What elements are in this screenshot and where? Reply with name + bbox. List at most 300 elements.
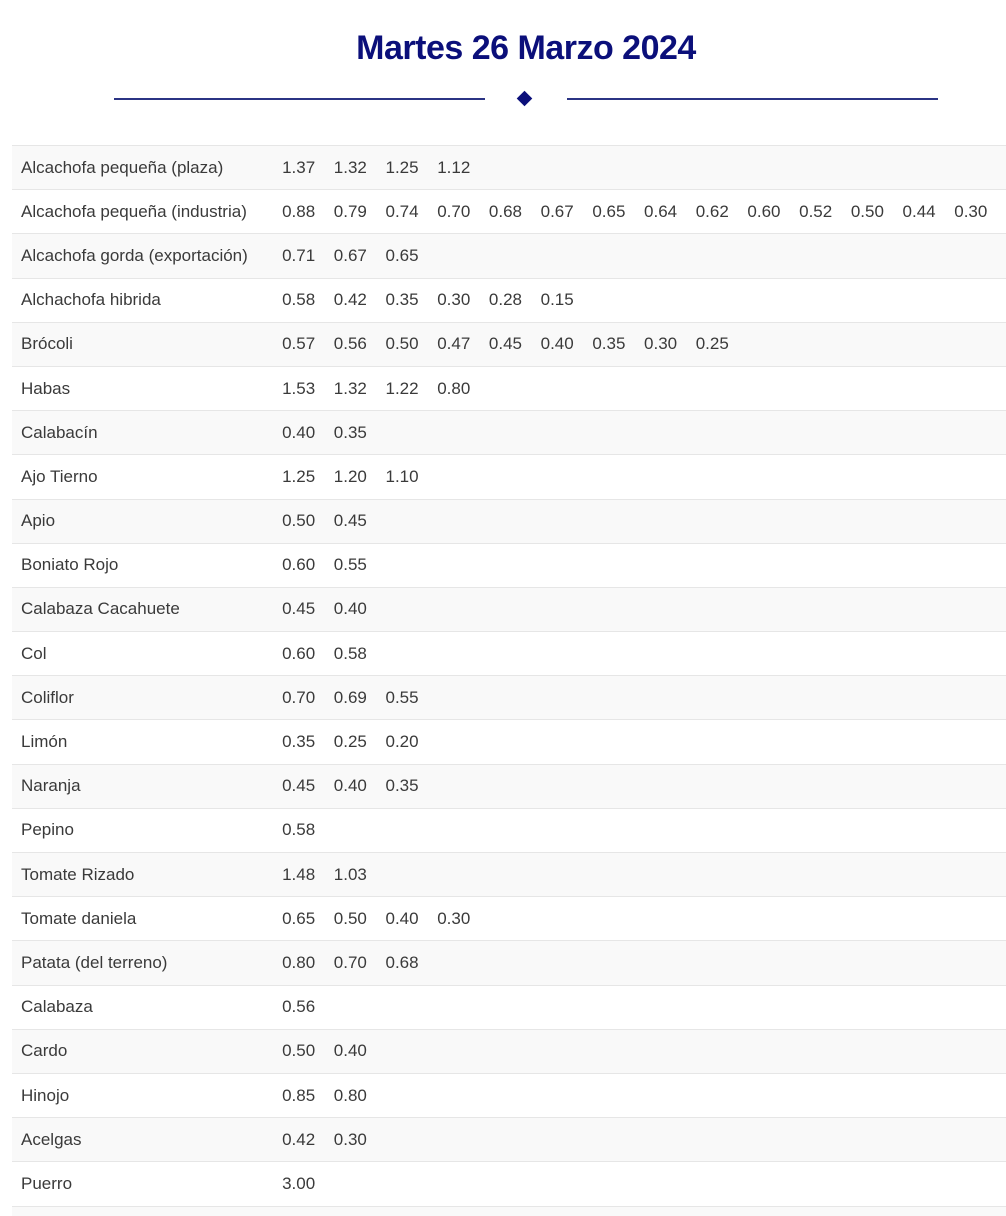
- divider-line-left: [114, 98, 485, 100]
- price-cell: 0.70: [282, 676, 334, 720]
- table-row: [12, 411, 1006, 455]
- price-cell: [903, 1206, 955, 1216]
- price-cell: [592, 543, 644, 587]
- price-cell: 0.40: [334, 764, 386, 808]
- price-cell: [747, 499, 799, 543]
- price-cell: 0.58: [282, 278, 334, 322]
- price-cell: 0.55: [386, 676, 438, 720]
- price-cell: [903, 366, 955, 410]
- price-cell: [954, 543, 1006, 587]
- price-cell: [489, 146, 541, 190]
- price-cell: [747, 1029, 799, 1073]
- price-cell: [696, 455, 748, 499]
- price-cell: [903, 941, 955, 985]
- price-cell: [799, 676, 851, 720]
- price-cell: 0.88: [282, 190, 334, 234]
- price-cell: [747, 985, 799, 1029]
- price-cell: [696, 941, 748, 985]
- price-cell: [541, 146, 593, 190]
- price-cell: [386, 1073, 438, 1117]
- price-cell: [903, 1073, 955, 1117]
- price-cell: 0.40: [334, 587, 386, 631]
- price-cell: [851, 455, 903, 499]
- price-cell: 0.70: [334, 941, 386, 985]
- price-cell: [903, 411, 955, 455]
- price-cell: [644, 720, 696, 764]
- price-cell: [592, 1029, 644, 1073]
- price-cell: [386, 499, 438, 543]
- price-cell: [903, 322, 955, 366]
- price-cell: [954, 808, 1006, 852]
- table-row: [12, 322, 1006, 366]
- price-cell: 1.25: [282, 455, 334, 499]
- price-cell: 0.30: [437, 278, 489, 322]
- price-cell: [644, 764, 696, 808]
- price-cell: 0.58: [334, 632, 386, 676]
- product-name-cell: Apio: [12, 499, 282, 543]
- price-cell: [644, 941, 696, 985]
- price-cell: [334, 985, 386, 1029]
- price-cell: 0.44: [903, 190, 955, 234]
- product-name-cell: Calabacín: [12, 411, 282, 455]
- price-cell: [541, 764, 593, 808]
- price-cell: [799, 632, 851, 676]
- price-cell: [851, 146, 903, 190]
- price-cell: 0.57: [282, 322, 334, 366]
- price-cell: [437, 853, 489, 897]
- price-cell: 0.67: [334, 234, 386, 278]
- price-cell: [954, 1118, 1006, 1162]
- price-cell: [747, 366, 799, 410]
- price-cell: [489, 543, 541, 587]
- price-cell: [489, 1073, 541, 1117]
- price-cell: [954, 941, 1006, 985]
- price-cell: [747, 1073, 799, 1117]
- table-row: [12, 985, 1006, 1029]
- price-cell: 0.64: [644, 190, 696, 234]
- price-cell: 0.42: [282, 1118, 334, 1162]
- price-cell: [489, 764, 541, 808]
- price-cell: [437, 587, 489, 631]
- price-cell: 0.80: [437, 366, 489, 410]
- product-name-cell: Naranja: [12, 764, 282, 808]
- price-cell: [489, 455, 541, 499]
- price-cell: 0.35: [334, 411, 386, 455]
- price-cell: [903, 587, 955, 631]
- price-cell: [851, 499, 903, 543]
- price-cell: 0.45: [489, 322, 541, 366]
- price-cell: 0.40: [282, 411, 334, 455]
- price-cell: [799, 897, 851, 941]
- price-cell: [696, 632, 748, 676]
- price-cell: [747, 543, 799, 587]
- price-cell: 0.65: [282, 897, 334, 941]
- price-cell: 0.40: [386, 897, 438, 941]
- table-row: [12, 941, 1006, 985]
- product-name-cell: Ajo Tierno: [12, 455, 282, 499]
- price-cell: [696, 278, 748, 322]
- price-cell: 0.71: [282, 234, 334, 278]
- product-name-cell: Hinojo: [12, 1073, 282, 1117]
- price-cell: [644, 1073, 696, 1117]
- product-name-cell: Brócoli: [12, 322, 282, 366]
- price-cell: [592, 499, 644, 543]
- price-cell: [489, 808, 541, 852]
- price-cell: 0.68: [386, 941, 438, 985]
- price-cell: [747, 764, 799, 808]
- price-cell: [903, 499, 955, 543]
- price-cell: [541, 1118, 593, 1162]
- price-cell: 1.03: [334, 853, 386, 897]
- price-cell: [437, 808, 489, 852]
- price-cell: 0.30: [334, 1118, 386, 1162]
- price-cell: 0.35: [386, 278, 438, 322]
- price-cell: 0.45: [282, 764, 334, 808]
- price-cell: [592, 1073, 644, 1117]
- price-cell: [644, 808, 696, 852]
- price-cell: [696, 720, 748, 764]
- price-cell: [437, 985, 489, 1029]
- price-cell: [437, 543, 489, 587]
- price-cell: [592, 234, 644, 278]
- price-cell: [541, 632, 593, 676]
- price-cell: [954, 366, 1006, 410]
- price-cell: 0.60: [747, 190, 799, 234]
- price-cell: [799, 146, 851, 190]
- product-name-cell: Boniato Rojo: [12, 543, 282, 587]
- price-cell: [696, 1118, 748, 1162]
- price-cell: [592, 720, 644, 764]
- price-cell: [799, 543, 851, 587]
- price-cell: [903, 985, 955, 1029]
- price-cell: [334, 1206, 386, 1216]
- table-row: [12, 808, 1006, 852]
- price-cell: 1.25: [386, 146, 438, 190]
- price-cell: 0.55: [334, 543, 386, 587]
- price-cell: [747, 720, 799, 764]
- price-cell: 0.45: [334, 499, 386, 543]
- price-cell: [696, 676, 748, 720]
- price-cell: [334, 808, 386, 852]
- product-name-cell: Calabaza: [12, 985, 282, 1029]
- price-cell: [954, 499, 1006, 543]
- price-cell: [644, 587, 696, 631]
- price-cell: [541, 587, 593, 631]
- price-cell: [489, 234, 541, 278]
- price-cell: [851, 1073, 903, 1117]
- price-cell: [386, 411, 438, 455]
- product-name-cell: Alcachofa pequeña (plaza): [12, 146, 282, 190]
- price-cell: 0.74: [386, 190, 438, 234]
- price-cell: [386, 632, 438, 676]
- price-cell: [747, 808, 799, 852]
- price-cell: [437, 455, 489, 499]
- price-cell: [541, 543, 593, 587]
- price-cell: 1.32: [334, 146, 386, 190]
- table-row: [12, 1162, 1006, 1206]
- price-cell: [489, 411, 541, 455]
- price-cell: [851, 234, 903, 278]
- price-cell: 1.37: [282, 146, 334, 190]
- price-cell: [592, 853, 644, 897]
- price-cell: 1.53: [282, 366, 334, 410]
- price-cell: [851, 676, 903, 720]
- price-cell: [903, 278, 955, 322]
- price-cell: [437, 941, 489, 985]
- price-cell: [282, 1206, 334, 1216]
- price-cell: [903, 720, 955, 764]
- price-cell: [799, 720, 851, 764]
- price-cell: [437, 720, 489, 764]
- price-cell: [696, 897, 748, 941]
- price-cell: [851, 720, 903, 764]
- price-cell: [903, 897, 955, 941]
- price-cell: [954, 632, 1006, 676]
- price-cell: [851, 411, 903, 455]
- price-cell: [489, 1162, 541, 1206]
- price-cell: [903, 853, 955, 897]
- price-cell: [747, 322, 799, 366]
- price-cell: [386, 1029, 438, 1073]
- price-cell: [696, 1162, 748, 1206]
- price-cell: 1.32: [334, 366, 386, 410]
- price-cell: [437, 1029, 489, 1073]
- table-row: [12, 720, 1006, 764]
- price-cell: [799, 808, 851, 852]
- prices-table-body: [12, 146, 1006, 1216]
- price-cell: [334, 1162, 386, 1206]
- product-name-cell: Habas: [12, 366, 282, 410]
- table-row: [12, 146, 1006, 190]
- price-cell: [592, 1118, 644, 1162]
- price-cell: [437, 1118, 489, 1162]
- price-cell: [592, 1206, 644, 1216]
- price-cell: [954, 278, 1006, 322]
- price-cell: [696, 234, 748, 278]
- price-cell: [747, 632, 799, 676]
- price-cell: 1.48: [282, 853, 334, 897]
- price-cell: [386, 543, 438, 587]
- price-cell: 1.12: [437, 146, 489, 190]
- price-cell: 0.65: [386, 234, 438, 278]
- table-row: [12, 1073, 1006, 1117]
- price-cell: 0.40: [334, 1029, 386, 1073]
- product-name-cell: Calabaza Cacahuete: [12, 587, 282, 631]
- price-cell: [903, 1118, 955, 1162]
- product-name-cell: Pepino: [12, 808, 282, 852]
- price-cell: 0.35: [386, 764, 438, 808]
- price-cell: [747, 941, 799, 985]
- product-name-cell: Alcachofa gorda (exportación): [12, 234, 282, 278]
- product-name-cell: Tomate daniela: [12, 897, 282, 941]
- table-row: [12, 234, 1006, 278]
- price-cell: [592, 587, 644, 631]
- table-row: [12, 278, 1006, 322]
- price-cell: 0.56: [282, 985, 334, 1029]
- price-cell: [489, 720, 541, 764]
- price-cell: [489, 676, 541, 720]
- price-cell: [696, 985, 748, 1029]
- price-cell: [747, 1206, 799, 1216]
- product-name-cell: Patata (del terreno): [12, 941, 282, 985]
- price-cell: 0.60: [282, 632, 334, 676]
- price-cell: [437, 764, 489, 808]
- price-cell: [851, 941, 903, 985]
- product-name-cell: Alchachofa hibrida: [12, 278, 282, 322]
- product-name-cell: Puerro: [12, 1162, 282, 1206]
- price-cell: [644, 985, 696, 1029]
- price-cell: [489, 941, 541, 985]
- price-cell: [799, 278, 851, 322]
- prices-table-container: [12, 145, 1006, 1216]
- price-cell: 0.45: [282, 587, 334, 631]
- price-cell: 0.79: [334, 190, 386, 234]
- price-cell: [954, 455, 1006, 499]
- price-cell: [799, 853, 851, 897]
- price-cell: [851, 1118, 903, 1162]
- price-cell: 0.15: [541, 278, 593, 322]
- table-row: [12, 764, 1006, 808]
- prices-table: [12, 145, 1006, 1216]
- price-cell: 0.28: [489, 278, 541, 322]
- price-cell: [747, 234, 799, 278]
- title-divider: [0, 90, 1006, 108]
- price-cell: [851, 587, 903, 631]
- price-cell: 0.69: [334, 676, 386, 720]
- table-row: [12, 366, 1006, 410]
- price-cell: [903, 764, 955, 808]
- price-cell: [851, 1206, 903, 1216]
- price-cell: [541, 1029, 593, 1073]
- price-cell: 0.60: [282, 543, 334, 587]
- price-cell: [437, 411, 489, 455]
- price-cell: [954, 676, 1006, 720]
- price-cell: [489, 587, 541, 631]
- price-cell: 0.56: [334, 322, 386, 366]
- price-cell: [386, 1162, 438, 1206]
- price-cell: [644, 1206, 696, 1216]
- price-cell: [592, 941, 644, 985]
- price-cell: [799, 322, 851, 366]
- price-cell: [592, 808, 644, 852]
- price-cell: 0.25: [696, 322, 748, 366]
- price-cell: [954, 1073, 1006, 1117]
- price-cell: [644, 1029, 696, 1073]
- price-cell: [541, 411, 593, 455]
- diamond-icon: [517, 91, 533, 107]
- price-cell: [644, 897, 696, 941]
- price-cell: [644, 632, 696, 676]
- price-cell: [386, 853, 438, 897]
- price-cell: [747, 411, 799, 455]
- price-cell: 1.10: [386, 455, 438, 499]
- price-cell: [954, 322, 1006, 366]
- price-cell: [489, 1206, 541, 1216]
- price-cell: [489, 897, 541, 941]
- price-cell: 0.50: [334, 897, 386, 941]
- price-cell: [696, 1029, 748, 1073]
- price-cell: [489, 853, 541, 897]
- price-cell: [696, 587, 748, 631]
- price-cell: [489, 985, 541, 1029]
- price-cell: 0.50: [282, 499, 334, 543]
- price-cell: [696, 411, 748, 455]
- price-cell: 0.42: [334, 278, 386, 322]
- price-cell: 0.30: [437, 897, 489, 941]
- price-cell: [437, 499, 489, 543]
- price-cell: [954, 146, 1006, 190]
- price-cell: [747, 146, 799, 190]
- price-cell: [592, 632, 644, 676]
- product-name-cell: Tomate Rizado: [12, 853, 282, 897]
- page-title: Martes 26 Marzo 2024: [356, 29, 696, 67]
- price-cell: [903, 676, 955, 720]
- price-cell: [903, 808, 955, 852]
- price-cell: [799, 1029, 851, 1073]
- price-cell: [851, 278, 903, 322]
- price-cell: [644, 1162, 696, 1206]
- price-cell: [592, 366, 644, 410]
- price-cell: [851, 808, 903, 852]
- price-cell: [644, 676, 696, 720]
- price-cell: [954, 234, 1006, 278]
- table-row: [12, 632, 1006, 676]
- price-cell: [489, 499, 541, 543]
- price-cell: [644, 455, 696, 499]
- price-cell: [644, 543, 696, 587]
- price-cell: [696, 146, 748, 190]
- price-cell: 0.47: [437, 322, 489, 366]
- price-cell: [489, 1118, 541, 1162]
- price-cell: [799, 941, 851, 985]
- price-cell: [799, 764, 851, 808]
- price-cell: 0.20: [386, 720, 438, 764]
- price-cell: [747, 897, 799, 941]
- price-cell: [747, 278, 799, 322]
- price-cell: [903, 632, 955, 676]
- price-cell: [437, 632, 489, 676]
- price-cell: [437, 676, 489, 720]
- price-cell: [386, 808, 438, 852]
- price-cell: [799, 587, 851, 631]
- price-cell: [851, 632, 903, 676]
- price-cell: 0.35: [592, 322, 644, 366]
- price-cell: [696, 499, 748, 543]
- price-cell: 0.65: [592, 190, 644, 234]
- price-cell: [954, 1162, 1006, 1206]
- table-row: [12, 1029, 1006, 1073]
- price-cell: [541, 499, 593, 543]
- price-cell: 0.30: [644, 322, 696, 366]
- price-cell: [386, 587, 438, 631]
- product-name-cell: Coliflor: [12, 676, 282, 720]
- table-row: [12, 455, 1006, 499]
- price-cell: [386, 1206, 438, 1216]
- price-cell: [954, 1206, 1006, 1216]
- price-cell: 0.80: [334, 1073, 386, 1117]
- price-cell: [696, 1206, 748, 1216]
- price-cell: [851, 1162, 903, 1206]
- price-cell: [903, 543, 955, 587]
- price-cell: [541, 720, 593, 764]
- price-cell: [592, 676, 644, 720]
- price-cell: [954, 764, 1006, 808]
- price-cell: [592, 146, 644, 190]
- price-cell: [851, 322, 903, 366]
- product-name-cell: Alcachofa pequeña (industria): [12, 190, 282, 234]
- price-cell: [696, 764, 748, 808]
- price-cell: [644, 146, 696, 190]
